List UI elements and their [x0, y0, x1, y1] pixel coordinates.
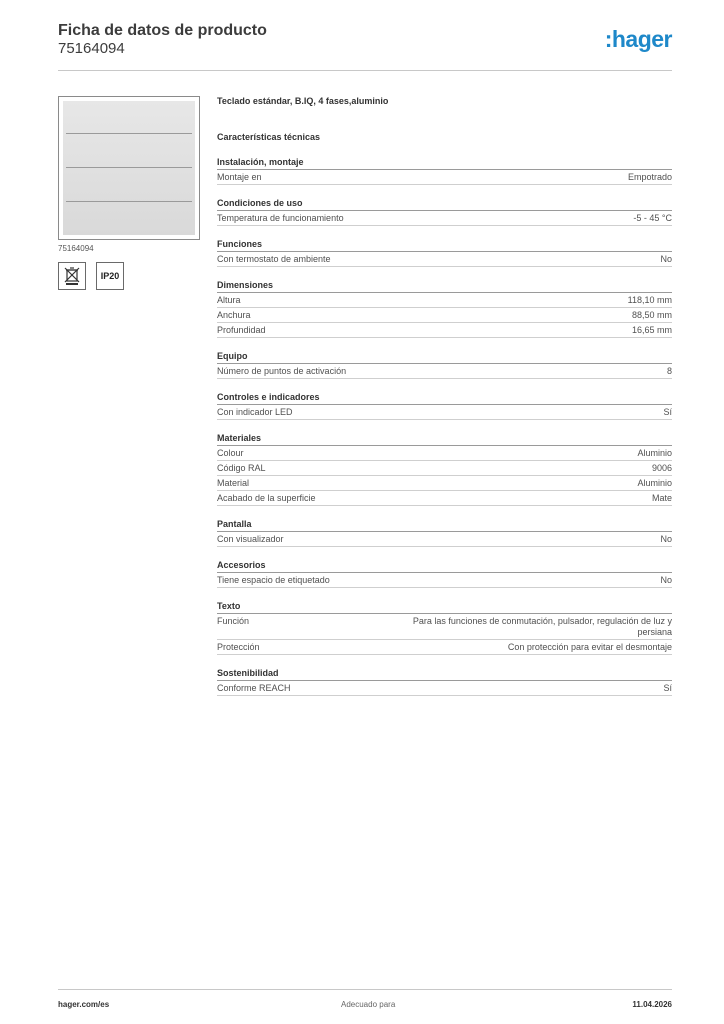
spec-label: Tiene espacio de etiquetado	[217, 575, 330, 585]
spec-label: Con termostato de ambiente	[217, 254, 331, 264]
spec-value: 88,50 mm	[631, 310, 672, 320]
spec-value: Para las funciones de conmutación, pulsador, regulación de luz y persiana	[412, 616, 672, 637]
spec-row	[217, 405, 672, 420]
section-title: Equipo	[217, 350, 672, 364]
spec-label: Material	[217, 478, 250, 488]
section-title: Pantalla	[217, 518, 672, 532]
spec-row	[217, 323, 672, 338]
spec-section	[217, 156, 672, 185]
spec-value: Sí	[663, 407, 672, 417]
spec-label: Con visualizador	[217, 534, 284, 544]
spec-section	[217, 391, 672, 420]
spec-label: Protección	[217, 642, 260, 652]
spec-label: Conforme REACH	[217, 683, 291, 693]
spec-label: Con indicador LED	[217, 407, 293, 417]
spec-section	[217, 197, 672, 226]
spec-section	[217, 279, 672, 338]
page-header	[58, 22, 672, 71]
section-title: Funciones	[217, 238, 672, 252]
section-title: Instalación, montaje	[217, 156, 672, 170]
footer-website-link[interactable]: hager.com/es	[58, 1000, 110, 1009]
spec-section	[217, 559, 672, 588]
key-divider	[66, 201, 192, 202]
product-name: Teclado estándar, B.IQ, 4 fases,aluminio	[217, 96, 389, 106]
spec-section	[217, 238, 672, 267]
section-title: Sostenibilidad	[217, 667, 672, 681]
page-footer	[58, 989, 672, 1014]
section-title: Controles e indicadores	[217, 391, 672, 405]
spec-row	[217, 170, 672, 185]
spec-label: Colour	[217, 448, 244, 458]
weee-bin-icon	[58, 262, 86, 290]
spec-value: Con protección para evitar el desmontaje	[507, 642, 672, 652]
spec-value: 9006	[651, 463, 672, 473]
section-title: Dimensiones	[217, 279, 672, 293]
spec-label: Número de puntos de activación	[217, 366, 347, 376]
spec-row	[217, 446, 672, 461]
spec-row	[217, 211, 672, 226]
spec-value: Mate	[651, 493, 672, 503]
spec-value: Aluminio	[637, 448, 672, 458]
spec-value: No	[660, 254, 672, 264]
section-title: Condiciones de uso	[217, 197, 672, 211]
key-divider	[66, 133, 192, 134]
spec-value: No	[660, 534, 672, 544]
spec-value: No	[660, 575, 672, 585]
spec-value: Sí	[663, 683, 672, 693]
crossed-out-bin-icon	[63, 266, 81, 286]
section-title: Texto	[217, 600, 672, 614]
spec-label: Temperatura de funcionamiento	[217, 213, 344, 223]
spec-row	[217, 364, 672, 379]
section-title: Materiales	[217, 432, 672, 446]
section-title: Accesorios	[217, 559, 672, 573]
spec-section	[217, 432, 672, 506]
spec-row	[217, 532, 672, 547]
key-divider	[66, 167, 192, 168]
spec-label: Montaje en	[217, 172, 262, 182]
spec-section	[217, 600, 672, 655]
hager-logo: :hager	[604, 26, 672, 52]
spec-value: 16,65 mm	[631, 325, 672, 335]
spec-label: Altura	[217, 295, 241, 305]
spec-label: Código RAL	[217, 463, 266, 473]
spec-row	[217, 614, 672, 640]
spec-label: Acabado de la superficie	[217, 493, 316, 503]
spec-row	[217, 681, 672, 696]
spec-row	[217, 573, 672, 588]
technical-heading: Características técnicas	[217, 132, 321, 142]
spec-value: 118,10 mm	[627, 295, 672, 305]
spec-row	[217, 308, 672, 323]
footer-suitable-for: Adecuado para	[341, 1000, 396, 1009]
footer-date: 11.04.2026	[632, 1000, 672, 1009]
keypad-illustration	[63, 101, 195, 235]
spec-label: Función	[217, 616, 250, 626]
spec-value: Aluminio	[637, 478, 672, 488]
spec-value: 8	[666, 366, 672, 376]
image-reference-code: 75164094	[58, 244, 94, 253]
spec-row	[217, 252, 672, 267]
ip-rating-badge: IP20	[96, 262, 124, 290]
spec-section	[217, 667, 672, 696]
spec-section	[217, 518, 672, 547]
product-image	[58, 96, 200, 240]
spec-row	[217, 293, 672, 308]
spec-value: -5 - 45 °C	[633, 213, 672, 223]
product-details	[217, 94, 672, 696]
page-title: Ficha de datos de producto	[58, 22, 267, 39]
spec-label: Profundidad	[217, 325, 266, 335]
product-number: 75164094	[58, 40, 125, 57]
spec-label: Anchura	[217, 310, 251, 320]
spec-row	[217, 461, 672, 476]
spec-section	[217, 350, 672, 379]
spec-row	[217, 476, 672, 491]
spec-row	[217, 640, 672, 655]
spec-row	[217, 491, 672, 506]
spec-sections	[217, 156, 672, 696]
spec-value: Empotrado	[627, 172, 672, 182]
